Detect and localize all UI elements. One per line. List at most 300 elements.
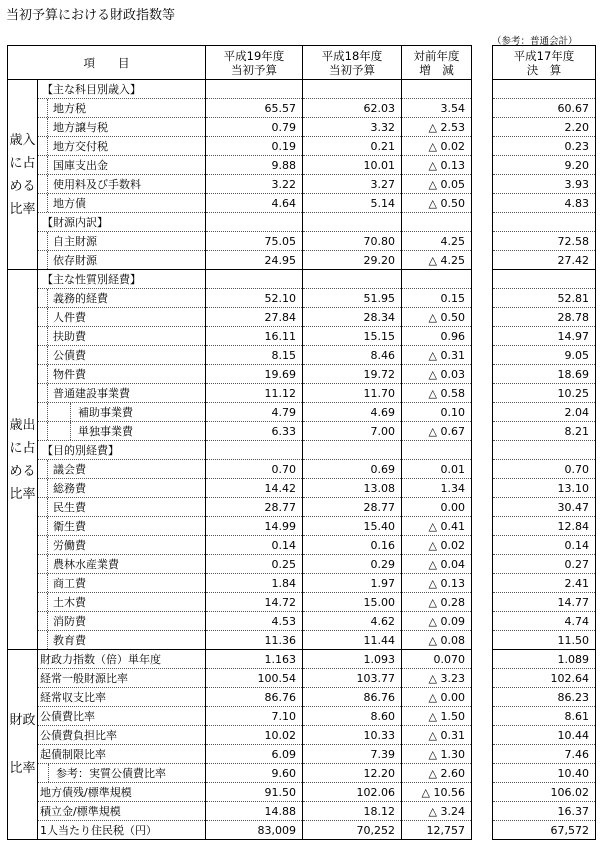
table-row: [8, 156, 472, 175]
row-label: 使用料及び手数料: [38, 175, 206, 194]
value-h19: 14.42: [206, 479, 303, 498]
value-diff: △ 0.00: [402, 688, 472, 707]
value-h17: 0.23: [493, 137, 596, 156]
ref-row: [493, 213, 596, 232]
value-h19: 75.05: [206, 232, 303, 251]
table-row: [8, 422, 472, 441]
value-h17: 2.41: [493, 574, 596, 593]
header-diff: [402, 46, 472, 80]
value-diff: 4.25: [402, 232, 472, 251]
page-title: 当初予算における財政指数等: [6, 8, 176, 23]
ref-row: [493, 498, 596, 517]
table-row: [8, 175, 472, 194]
value-diff: △ 0.31: [402, 346, 472, 365]
table-row: [8, 536, 472, 555]
value-h19: 24.95: [206, 251, 303, 270]
value-h19: 27.84: [206, 308, 303, 327]
ref-row: [493, 194, 596, 213]
header-h17-line2: 決 算: [526, 62, 562, 77]
ref-row: [493, 764, 596, 783]
header-h19: [206, 46, 303, 80]
value-h17: 0.70: [493, 460, 596, 479]
value-h17: 106.02: [493, 783, 596, 802]
value-diff: △ 0.13: [402, 574, 472, 593]
row-label: 人件費: [38, 308, 206, 327]
value-diff: △ 2.53: [402, 118, 472, 137]
table-row: [8, 365, 472, 384]
table-row: [8, 498, 472, 517]
value-diff: △ 0.09: [402, 612, 472, 631]
table-row: [8, 213, 472, 232]
value-diff: 0.10: [402, 403, 472, 422]
value-diff: △ 0.31: [402, 726, 472, 745]
value-h19: 6.09: [206, 745, 303, 764]
value-h19: 52.10: [206, 289, 303, 308]
value-h19: 4.53: [206, 612, 303, 631]
value-h17: 4.83: [493, 194, 596, 213]
row-label: 民生費: [38, 498, 206, 517]
value-h19: [206, 213, 303, 232]
table-row: [8, 441, 472, 460]
ref-row: [493, 327, 596, 346]
row-label: 参考：実質公債費比率: [38, 764, 206, 783]
value-h18: 62.03: [303, 99, 402, 118]
header-h18-line2: 当初予算: [329, 62, 375, 77]
value-h18: 8.60: [303, 707, 402, 726]
row-label: 財政力指数（倍）単年度: [38, 650, 206, 669]
value-h17: 8.61: [493, 707, 596, 726]
table-row: [8, 479, 472, 498]
value-h18: 8.46: [303, 346, 402, 365]
ref-row: [493, 593, 596, 612]
value-h18: 1.093: [303, 650, 402, 669]
row-label: 地方譲与税: [38, 118, 206, 137]
value-h17: 11.50: [493, 631, 596, 650]
value-h18: 13.08: [303, 479, 402, 498]
ref-row: [493, 422, 596, 441]
value-h18: 0.16: [303, 536, 402, 555]
table-row: [8, 574, 472, 593]
value-diff: [402, 213, 472, 232]
value-h17: 102.64: [493, 669, 596, 688]
row-label: 労働費: [38, 536, 206, 555]
value-h19: 14.88: [206, 802, 303, 821]
value-diff: △ 1.50: [402, 707, 472, 726]
value-h19: 28.77: [206, 498, 303, 517]
table-row: [8, 403, 472, 422]
value-h19: 100.54: [206, 669, 303, 688]
value-h18: 15.40: [303, 517, 402, 536]
ref-header-row: [493, 46, 596, 80]
row-label: 公債費: [38, 346, 206, 365]
table-row: [8, 707, 472, 726]
row-label: 物件費: [38, 365, 206, 384]
row-label: 国庫支出金: [38, 156, 206, 175]
table-row: [8, 137, 472, 156]
value-diff: △ 4.25: [402, 251, 472, 270]
reference-table: [492, 45, 596, 840]
ref-row: [493, 745, 596, 764]
table-row: [8, 232, 472, 251]
value-h18: 18.12: [303, 802, 402, 821]
value-h18: 28.34: [303, 308, 402, 327]
table-row: [8, 460, 472, 479]
value-h18: 4.69: [303, 403, 402, 422]
header-h17: [493, 46, 596, 80]
ref-row: [493, 460, 596, 479]
value-h19: 0.70: [206, 460, 303, 479]
value-h18: 103.77: [303, 669, 402, 688]
section-label-finance: 財政比率: [8, 650, 38, 840]
value-h18: 102.06: [303, 783, 402, 802]
ref-row: [493, 289, 596, 308]
value-h19: 1.84: [206, 574, 303, 593]
value-h18: 3.32: [303, 118, 402, 137]
value-diff: [402, 441, 472, 460]
value-h17: 10.44: [493, 726, 596, 745]
value-h17: 30.47: [493, 498, 596, 517]
ref-row: [493, 346, 596, 365]
value-h18: 3.27: [303, 175, 402, 194]
value-h17: 52.81: [493, 289, 596, 308]
ref-row: [493, 118, 596, 137]
row-label: 扶助費: [38, 327, 206, 346]
value-h19: 1.163: [206, 650, 303, 669]
row-label: 積立金/標準規模: [38, 802, 206, 821]
value-h19: [206, 80, 303, 99]
value-h19: 0.14: [206, 536, 303, 555]
ref-row: [493, 555, 596, 574]
value-h18: [303, 80, 402, 99]
row-label: 【主な科目別歳入】: [38, 80, 206, 99]
value-h17: 2.20: [493, 118, 596, 137]
value-diff: △ 0.08: [402, 631, 472, 650]
value-h17: 12.84: [493, 517, 596, 536]
table-row: [8, 821, 472, 840]
section-label-revenue: 歳入に占める比率: [8, 80, 38, 270]
header-h18-line1: 平成18年度: [321, 48, 383, 63]
row-label: 衛生費: [38, 517, 206, 536]
value-h17: 9.20: [493, 156, 596, 175]
value-h18: 11.70: [303, 384, 402, 403]
table-row: [8, 783, 472, 802]
row-label: 経常一般財源比率: [38, 669, 206, 688]
value-h17: 9.05: [493, 346, 596, 365]
value-h19: 19.69: [206, 365, 303, 384]
row-label: 【主な性質別経費】: [38, 270, 206, 289]
value-h19: 9.88: [206, 156, 303, 175]
value-h18: 51.95: [303, 289, 402, 308]
header-diff-line1: 対前年度: [413, 48, 460, 63]
value-h19: [206, 270, 303, 289]
value-h18: 70,252: [303, 821, 402, 840]
ref-row: [493, 612, 596, 631]
value-diff: △ 0.67: [402, 422, 472, 441]
value-h19: 14.72: [206, 593, 303, 612]
value-diff: △ 10.56: [402, 783, 472, 802]
value-h19: 0.25: [206, 555, 303, 574]
value-diff: △ 0.02: [402, 536, 472, 555]
value-h17: [493, 270, 596, 289]
value-diff: △ 0.28: [402, 593, 472, 612]
table-row: [8, 327, 472, 346]
table-row: [8, 726, 472, 745]
value-h18: 0.69: [303, 460, 402, 479]
row-label: 土木費: [38, 593, 206, 612]
value-h19: 65.57: [206, 99, 303, 118]
ref-row: [493, 783, 596, 802]
ref-row: [493, 441, 596, 460]
table-row: [8, 118, 472, 137]
value-h17: [493, 80, 596, 99]
value-diff: 1.34: [402, 479, 472, 498]
value-h19: 9.60: [206, 764, 303, 783]
table-row: [8, 669, 472, 688]
row-label: 総務費: [38, 479, 206, 498]
value-h18: 86.76: [303, 688, 402, 707]
value-h17: 10.25: [493, 384, 596, 403]
value-h18: 1.97: [303, 574, 402, 593]
ref-row: [493, 726, 596, 745]
value-h18: 4.62: [303, 612, 402, 631]
value-diff: △ 0.58: [402, 384, 472, 403]
ref-row: [493, 517, 596, 536]
value-h18: 7.39: [303, 745, 402, 764]
value-diff: 12,757: [426, 823, 465, 837]
value-h17: 2.04: [493, 403, 596, 422]
table-row: [8, 745, 472, 764]
table-row: [8, 555, 472, 574]
value-h17: 60.67: [493, 99, 596, 118]
row-label: 農林水産業費: [38, 555, 206, 574]
value-h19: 11.36: [206, 631, 303, 650]
value-h18: 0.21: [303, 137, 402, 156]
value-h19: 16.11: [206, 327, 303, 346]
row-label: 消防費: [38, 612, 206, 631]
table-row: [8, 764, 472, 783]
ref-row: [493, 403, 596, 422]
value-h19: 3.22: [206, 175, 303, 194]
ref-row: [493, 232, 596, 251]
table-row: [8, 593, 472, 612]
value-diff: [402, 80, 472, 99]
table-row: [8, 308, 472, 327]
row-label: 公債費比率: [38, 707, 206, 726]
value-h17: 4.74: [493, 612, 596, 631]
value-diff: △ 3.24: [402, 802, 472, 821]
table-row: [8, 384, 472, 403]
value-h17: 8.21: [493, 422, 596, 441]
value-h19: 91.50: [206, 783, 303, 802]
value-h19: 6.33: [206, 422, 303, 441]
value-h18: 70.80: [303, 232, 402, 251]
ref-row: [493, 669, 596, 688]
value-diff: △ 3.23: [402, 669, 472, 688]
value-diff: △ 0.04: [402, 555, 472, 574]
row-label: 商工費: [38, 574, 206, 593]
value-h17: 72.58: [493, 232, 596, 251]
value-h19: 0.79: [206, 118, 303, 137]
value-diff: △ 0.03: [402, 365, 472, 384]
value-h17: 10.40: [493, 764, 596, 783]
table-row: [8, 251, 472, 270]
value-h17: 13.10: [493, 479, 596, 498]
ref-row: [493, 365, 596, 384]
value-h18: 15.00: [303, 593, 402, 612]
table-row: [8, 289, 472, 308]
value-h17: 14.97: [493, 327, 596, 346]
ref-row: [493, 802, 596, 821]
value-h17: 3.93: [493, 175, 596, 194]
header-h18: [303, 46, 402, 80]
value-h18: 10.01: [303, 156, 402, 175]
reference-note: （参考：普通会計）: [492, 36, 578, 47]
value-h19: 86.76: [206, 688, 303, 707]
value-diff: △ 0.13: [402, 156, 472, 175]
value-h18: 12.20: [303, 764, 402, 783]
row-label: 地方債残/標準規模: [38, 783, 206, 802]
ref-row: [493, 270, 596, 289]
value-diff: △ 0.02: [402, 137, 472, 156]
value-h17: [493, 441, 596, 460]
ref-row: [493, 821, 596, 840]
value-h17: 0.14: [493, 536, 596, 555]
value-h19: 4.64: [206, 194, 303, 213]
row-label: 依存財源: [38, 251, 206, 270]
row-label: 経常収支比率: [38, 688, 206, 707]
value-h19: 4.79: [206, 403, 303, 422]
value-h19: 11.12: [206, 384, 303, 403]
value-h19: 8.15: [206, 346, 303, 365]
row-label: 地方交付税: [38, 137, 206, 156]
value-h17: 86.23: [493, 688, 596, 707]
ref-row: [493, 536, 596, 555]
value-h19: 10.02: [206, 726, 303, 745]
value-h18: 15.15: [303, 327, 402, 346]
ref-row: [493, 479, 596, 498]
row-label: 単独事業費: [38, 422, 206, 441]
value-h17: 0.27: [493, 555, 596, 574]
value-h18: 29.20: [303, 251, 402, 270]
value-diff: 0.00: [402, 498, 472, 517]
value-h17: [493, 213, 596, 232]
value-h18: 0.29: [303, 555, 402, 574]
value-h17: 16.37: [493, 802, 596, 821]
ref-row: [493, 707, 596, 726]
value-diff: 3.54: [402, 99, 472, 118]
value-diff: △ 0.50: [402, 194, 472, 213]
row-label: 教育費: [38, 631, 206, 650]
row-label: 地方債: [38, 194, 206, 213]
ref-row: [493, 251, 596, 270]
value-h19: 0.19: [206, 137, 303, 156]
row-label: 自主財源: [38, 232, 206, 251]
header-h19-line1: 平成19年度: [223, 48, 285, 63]
ref-row: [493, 175, 596, 194]
value-h18: 7.00: [303, 422, 402, 441]
ref-row: [493, 156, 596, 175]
value-diff: 0.070: [402, 650, 472, 669]
value-diff: △ 0.41: [402, 517, 472, 536]
value-h17: 28.78: [493, 308, 596, 327]
header-item: 項 目: [8, 46, 206, 80]
ref-row: [493, 99, 596, 118]
value-h17: 18.69: [493, 365, 596, 384]
value-diff: 0.96: [402, 327, 472, 346]
header-diff-line2: 増 減: [419, 62, 454, 77]
row-label: 普通建設事業費: [38, 384, 206, 403]
table-row: [8, 346, 472, 365]
table-row: [8, 99, 472, 118]
section-label-expenditure: 歳出に占める比率: [8, 270, 38, 650]
row-label: 【目的別経費】: [38, 441, 206, 460]
ref-row: [493, 80, 596, 99]
value-h19: 7.10: [206, 707, 303, 726]
value-h18: [303, 213, 402, 232]
value-diff: △ 0.50: [402, 308, 472, 327]
value-h17: 67,572: [550, 823, 589, 837]
ref-row: [493, 631, 596, 650]
value-h17: 7.46: [493, 745, 596, 764]
ref-row: [493, 574, 596, 593]
value-h18: [303, 270, 402, 289]
header-row: [8, 46, 472, 80]
ref-row: [493, 137, 596, 156]
ref-row: [493, 384, 596, 403]
row-label: 義務的経費: [38, 289, 206, 308]
value-diff: 0.15: [402, 289, 472, 308]
value-h19: 83,009: [206, 821, 303, 840]
value-h19: [206, 441, 303, 460]
value-h18: 19.72: [303, 365, 402, 384]
row-label: 公債費負担比率: [38, 726, 206, 745]
main-table: [7, 45, 472, 840]
row-label: 議会費: [38, 460, 206, 479]
value-diff: △ 1.30: [402, 745, 472, 764]
table-row: [8, 612, 472, 631]
ref-row: [493, 650, 596, 669]
value-h17: 1.089: [493, 650, 596, 669]
table-row: [8, 650, 472, 669]
value-diff: 0.01: [402, 460, 472, 479]
value-h18: 10.33: [303, 726, 402, 745]
ref-row: [493, 688, 596, 707]
value-h18: 28.77: [303, 498, 402, 517]
value-diff: △ 2.60: [402, 764, 472, 783]
value-h18: 11.44: [303, 631, 402, 650]
table-row: [8, 631, 472, 650]
table-row: [8, 194, 472, 213]
value-diff: [402, 270, 472, 289]
value-h17: 27.42: [493, 251, 596, 270]
row-label: 起債制限比率: [38, 745, 206, 764]
table-row: [8, 80, 472, 99]
value-h17: 14.77: [493, 593, 596, 612]
table-row: [8, 688, 472, 707]
table-row: [8, 517, 472, 536]
row-label: 【財源内訳】: [38, 213, 206, 232]
row-label: 補助事業費: [38, 403, 206, 422]
value-h19: 14.99: [206, 517, 303, 536]
value-diff: △ 0.05: [402, 175, 472, 194]
table-row: [8, 270, 472, 289]
row-label: 1人当たり住民税（円）: [38, 821, 206, 840]
header-h17-line1: 平成17年度: [513, 48, 575, 63]
header-h19-line2: 当初予算: [231, 62, 277, 77]
ref-row: [493, 308, 596, 327]
value-h18: 5.14: [303, 194, 402, 213]
value-h18: [303, 441, 402, 460]
